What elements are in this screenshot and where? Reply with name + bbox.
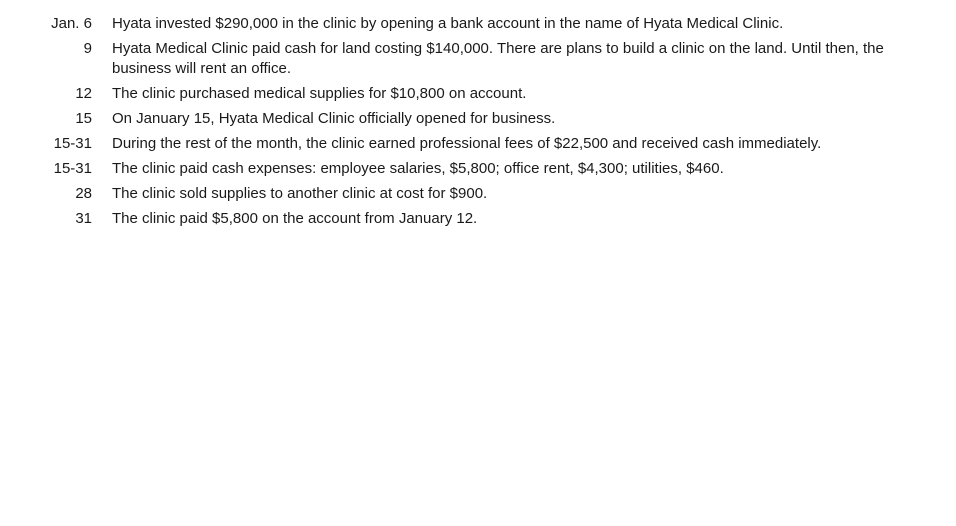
transaction-entry	[0, 159, 956, 179]
transaction-entry	[0, 84, 956, 104]
entry-date: 15-31	[53, 135, 92, 152]
entry-date: Jan. 6	[51, 15, 92, 32]
entry-description: On January 15, Hyata Medical Clinic officially opened for business.	[112, 110, 556, 127]
entry-description: During the rest of the month, the clinic earned professional fees of $22,500 and received cash immediately.	[112, 135, 822, 152]
entry-date: 15	[75, 110, 92, 127]
entry-date: 12	[75, 85, 92, 102]
transaction-entry	[0, 109, 956, 129]
entry-description: Hyata invested $290,000 in the clinic by opening a bank account in the name of Hyata Medical Clinic.	[112, 15, 784, 32]
entry-description: The clinic purchased medical supplies for $10,800 on account.	[112, 85, 527, 102]
transaction-list	[0, 14, 956, 234]
entry-date: 9	[83, 40, 92, 57]
transaction-entry	[0, 209, 956, 229]
entry-description: Hyata Medical Clinic paid cash for land costing $140,000. There are plans to build a clinic on the land. Until then, the business will rent an office.	[112, 40, 884, 77]
entry-description: The clinic sold supplies to another clinic at cost for $900.	[112, 185, 488, 202]
entry-date: 31	[75, 210, 92, 227]
transaction-entry	[0, 14, 956, 34]
entry-date: 15-31	[53, 160, 92, 177]
transaction-entry	[0, 184, 956, 204]
entry-date: 28	[75, 185, 92, 202]
transaction-entry	[0, 39, 956, 79]
entry-description: The clinic paid $5,800 on the account from January 12.	[112, 210, 478, 227]
entry-description: The clinic paid cash expenses: employee salaries, $5,800; office rent, $4,300; utilities, $460.	[112, 160, 724, 177]
transaction-entry	[0, 134, 956, 154]
